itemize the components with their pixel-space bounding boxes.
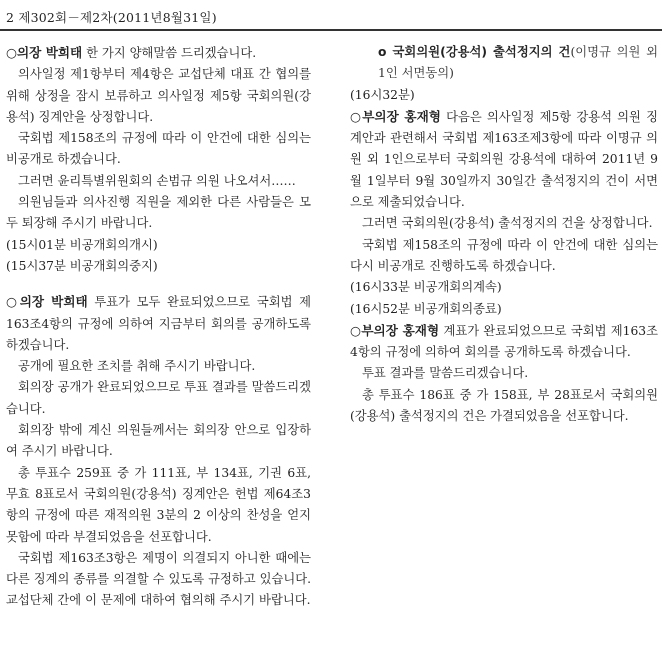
paragraph: 총 투표수 259표 중 가 111표, 부 134표, 기권 6표, 무효 8표로서 국회의원(강용석) 징계안은 헌법 제64조3항의 규정에 따른 재적의원 3분의 2 이상의 찬성을 얻지 못함에 따라 부결되었음을 선포합니다. <box>6 465 311 544</box>
right-column <box>350 42 658 427</box>
speech-paragraph <box>6 291 311 356</box>
paragraph: 회의장 공개가 완료되었으므로 투표 결과를 말씀드리겠습니다. <box>6 380 311 416</box>
agenda-item <box>350 42 658 85</box>
left-column <box>6 42 311 612</box>
paragraph: 회의장 밖에 계신 의원들께서는 회의장 안으로 입장하여 주시기 바랍니다. <box>6 423 311 459</box>
time-stamp: (16시32분) <box>350 87 415 102</box>
speech-paragraph <box>6 42 311 64</box>
section-gap <box>6 277 311 291</box>
paragraph: 의원님들과 의사진행 직원을 제외한 다른 사람들은 모두 퇴장해 주시기 바랍니다. <box>6 195 311 231</box>
speaker-name: ○부의장 홍재형 <box>350 108 441 124</box>
speaker-name: ○의장 박희태 <box>6 45 83 60</box>
paragraph: 그러면 국회의원(강용석) 출석정지의 건을 상정합니다. <box>362 216 653 231</box>
header-rule <box>0 29 662 31</box>
paragraph: 총 투표수 186표 중 가 158표, 부 28표로서 국회의원(강용석) 출석정지의 건은 가결되었음을 선포합니다. <box>350 387 658 424</box>
time-stamp: (15시37분 비공개회의중지) <box>6 258 158 273</box>
time-stamp: (16시52분 비공개회의종료) <box>350 301 502 316</box>
agenda-subtitle: (이명규 의원 외 1인 서면동의) <box>378 45 658 81</box>
speaker-name: ○부의장 홍재형 <box>350 322 440 338</box>
paragraph: 투표 결과를 말씀드리겠습니다. <box>362 366 529 381</box>
time-stamp: (16시33분 비공개회의계속) <box>350 280 502 295</box>
paragraph: 그러면 윤리특별위원회의 손범규 의원 나오셔서…… <box>18 173 296 188</box>
speech-paragraph <box>350 106 658 213</box>
agenda-title: o 국회의원(강용석) 출석정지의 건 <box>378 45 571 59</box>
speech-text: 다음은 의사일정 제5항 강용석 의원 징계안과 관련해서 국회법 제163조제3항에 따라 이명규 의원 외 1인으로부터 국회의원 강용석에 대하여 2011년 9월 1일부터 9월 30일까지 30일간 출석정지의 건이 서면으로 제출되었습니다. <box>350 109 658 210</box>
speech-text: 계표가 완료되었으므로 국회법 제163조4항의 규정에 의하여 회의를 공개하도록 하겠습니다. <box>350 323 658 360</box>
time-stamp: (15시01분 비공개회의개시) <box>6 237 158 252</box>
paragraph: 국회법 제158조의 규정에 따라 이 안건에 대한 심의는 다시 비공개로 진행하도록 하겠습니다. <box>350 237 658 273</box>
speech-text: 투표가 모두 완료되었으므로 국회법 제163조4항의 규정에 의하여 지금부터 회의를 공개하도록 하겠습니다. <box>6 295 311 352</box>
speaker-name: ○의장 박희태 <box>6 294 88 310</box>
paragraph: 국회법 제158조의 규정에 따라 이 안건에 대한 심의는 비공개로 하겠습니다. <box>6 131 311 167</box>
paragraph: 국회법 제163조3항은 제명이 의결되지 아니한 때에는 다른 징계의 종류를 의결할 수 있도록 규정하고 있습니다. 교섭단체 간에 이 문제에 대하여 협의해 주시기 바랍니다. <box>6 550 311 608</box>
speech-text: 한 가지 양해말씀 드리겠습니다. <box>82 46 257 60</box>
speech-paragraph <box>350 320 658 364</box>
page-header: 2 제302회－제2차(2011년8월31일) <box>6 10 217 25</box>
paragraph: 의사일정 제1항부터 제4항은 교섭단체 대표 간 협의를 위해 상정을 잠시 보류하고 의사일정 제5항 국회의원(강용석) 징계안을 상정합니다. <box>6 67 311 124</box>
paragraph: 공개에 필요한 조치를 취해 주시기 바랍니다. <box>18 359 256 374</box>
